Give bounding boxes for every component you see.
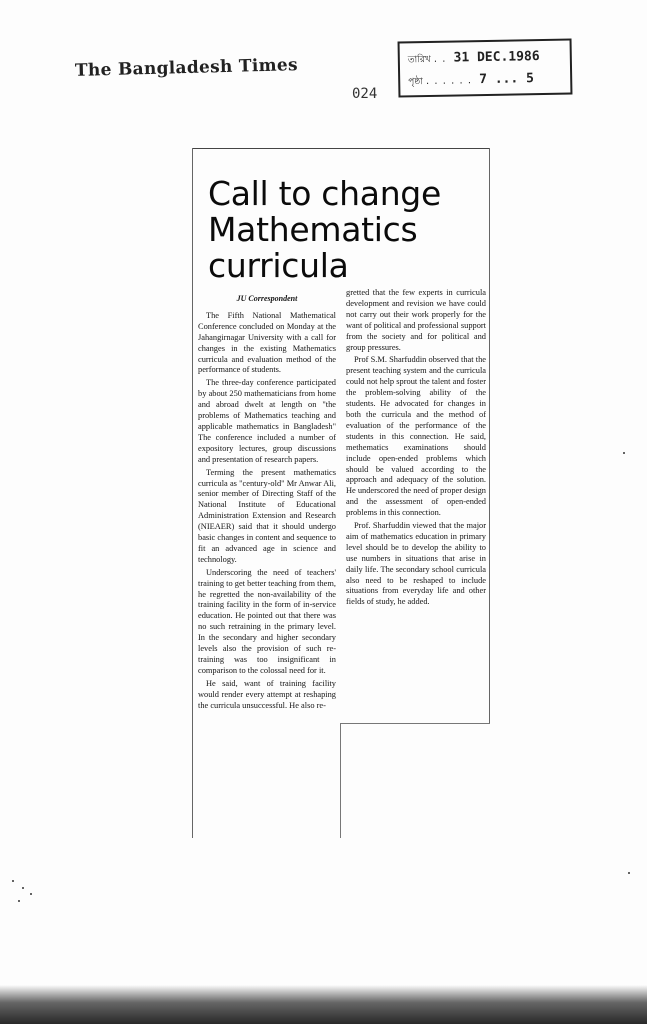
newspaper-masthead: The Bangladesh Times [74, 55, 299, 81]
reference-number: 024 [352, 86, 378, 102]
clipping-border [192, 148, 193, 838]
article-paragraph: The three-day conference participated by about 250 mathematicians from home and abroad dwelt at length on "the problems of Mathematics teaching and applicable mathematics in Bangladesh" The conference included a number of expository lectures, group discussions and presentation of research papers. [198, 378, 336, 464]
stamp-date-row [408, 49, 540, 67]
article-paragraph: The Fifth National Mathematical Conference concluded on Monday at the Jahangirnagar University with a call for changes in the existing Mathematics curricula and evaluation method of the performance of students. [198, 310, 336, 375]
newspaper-clipping [192, 148, 492, 838]
article-paragraph: He said, want of training facility would render every attempt at reshaping the curricula unsuccessful. He also re- [198, 678, 336, 710]
scan-speckle [12, 880, 14, 882]
article-paragraph: Prof S.M. Sharfuddin observed that the present teaching system and the curricula could not help sprout the talent and foster the problem-solving ability of the students. He advocated for changes in both the curricula and the method of evaluation of the performance of the students in this connection. He said, methematics examinations should include open-ended problems which should be valued according to the approach and adequacy of the solution. He underscored the need of proper design and the assessment of open-ended problems in this connection. [346, 355, 486, 518]
clipping-border [192, 148, 490, 149]
stamp-date-label: তারিখ [407, 54, 431, 66]
article-column-left [198, 288, 336, 714]
article-headline: Call to change Mathematics curricula [208, 174, 441, 286]
clipping-border [340, 723, 341, 838]
article-byline: JU Correspondent [236, 294, 298, 303]
scan-speckle [628, 872, 630, 874]
scan-speckle [30, 893, 32, 895]
stamp-page-label: পৃষ্ঠা [408, 77, 423, 88]
stamp-page-value: 7 ... 5 [479, 71, 535, 88]
date-stamp [398, 38, 573, 97]
clipping-border [489, 148, 490, 723]
scan-speckle [22, 887, 24, 889]
article-paragraph: Terming the present mathematics curricula as "century-old" Mr Anwar Ali, senior member of Directing Staff of the National Institute of Educational Administration Extension and Research (NIEAER) said that it should undergo basic changes in content and sequence to fit an advanced age in science and technology. [198, 467, 336, 564]
scan-speckle [623, 452, 625, 454]
clipping-border [340, 723, 490, 724]
article-paragraph: Underscoring the need of teachers' training to get better teaching from them, he regretted the non-availability of the training facility in the form of in-service education. He pointed out that there was no such retraining in the primary level. In the secondary and higher secondary levels also the provision of such re-training was too insignificant in comparison to the colossal need for it. [198, 567, 336, 675]
stamp-page-row [408, 71, 534, 89]
article-column-right [346, 288, 486, 610]
scan-bottom-edge [0, 985, 647, 1024]
article-paragraph: gretted that the few experts in curricula development and revision we have could not carry out their work properly for the want of political and professional support from the society and for political and group pressures. [346, 288, 486, 352]
stamp-dots: . . [433, 53, 447, 65]
scan-speckle [18, 900, 20, 902]
article-paragraph: Prof. Sharfuddin viewed that the major aim of mathematics education in primary level should be to develop the ability to use numbers in situations that arise in daily life. The secondary school curricula also need to be reshaped to include situations from everyday life and other fields of study, he added. [346, 521, 486, 607]
stamp-date-value: 31 DEC.1986 [453, 49, 540, 66]
stamp-dots: . . . . . . [425, 75, 473, 88]
